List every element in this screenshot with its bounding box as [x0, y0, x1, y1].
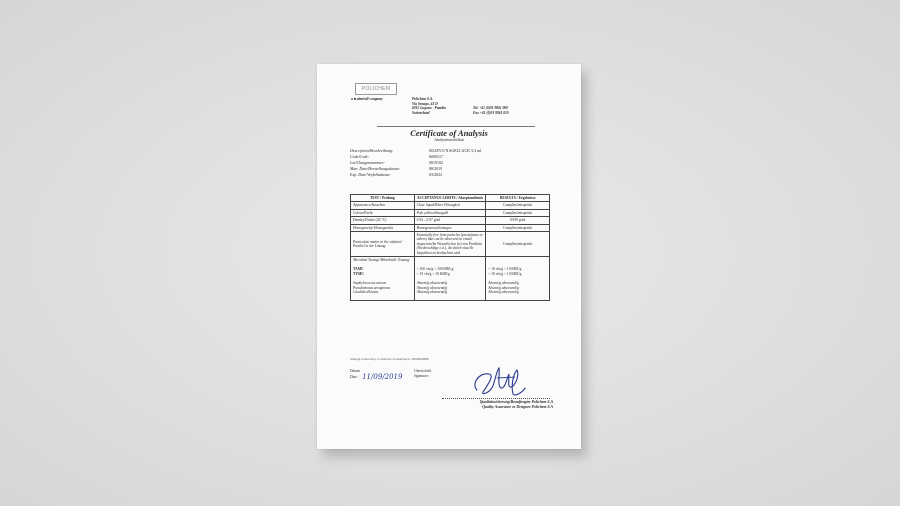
page-title: Certificate of Analysis	[410, 128, 488, 138]
table-header-row	[351, 195, 550, 202]
certificate-page	[317, 64, 581, 449]
title-divider	[377, 126, 535, 127]
cell-limit: Clear liquid/Klare Flüssigkeit	[414, 202, 486, 209]
cell-limit: 0.94 – 0.97 g/ml	[414, 217, 486, 224]
signature-line	[442, 398, 550, 399]
cell-limit: Homogeneous/homogen	[414, 224, 486, 231]
company-contact: Tel. +41 (0)91 9861 000 Fax +41 (0)91 9861 010	[473, 106, 509, 115]
meta-man-date: Man. Date/Herstellungsdatum: 08/2019	[350, 166, 443, 171]
company-address: Polichem S.A. Via Senago, 42 D 6915 Lugano - Pambio Switzerland	[412, 97, 447, 115]
results-table	[350, 194, 550, 301]
header-limits: ACCEPTANCE LIMITS / Akzeptanzlimits	[414, 195, 486, 202]
cell-limit: Pale yellow/blassgelb	[414, 209, 486, 216]
table-row	[351, 224, 550, 231]
meta-code: Code/Code: 6000217	[350, 154, 443, 159]
cell-result: Complies/entspricht	[486, 224, 550, 231]
cell-test: Colour/Farbe	[351, 209, 415, 216]
cell-microbial-group: Microbial Testing/ Mikrobielle Testung: TAMC TYMC Staphylococcus aureus Pseudomonas aeruginosa Candida albicans	[351, 257, 415, 300]
meta-exp-date: Exp. Date/Verfallsdatum: 03/2022	[350, 172, 443, 177]
table-row	[351, 202, 550, 209]
signature-image	[467, 364, 527, 398]
cell-test: Particulate matter in the solution/ Partikel in der Lösung	[351, 232, 415, 257]
table-row-microbial	[351, 257, 550, 300]
table-row	[351, 232, 550, 257]
cell-microbial-limits: < 100 cfu/g < 100 KBE/g < 10 cfu/g < 10 KBE/g Absent/g abwesend/g Absent/g abwesend/g Absent/g abwesend/g	[414, 257, 486, 300]
cell-test: Density/Dichte (20 °C)	[351, 217, 415, 224]
company-tagline: a ■ almirall company	[351, 97, 383, 101]
meta-description: Description/Beschreibung: SILIEVO NAGELLACK 3,3 ml	[350, 148, 482, 153]
table-row	[351, 217, 550, 224]
cell-result: Complies/entspricht	[486, 202, 550, 209]
date-handwritten: 11/09/2019	[362, 372, 403, 381]
cell-test: Homogeneity/ Homogenität	[351, 224, 415, 231]
meta-lot: Lot/Chargennummer: 0819102	[350, 160, 443, 165]
page-subtitle: Analysenzertifikat	[434, 137, 464, 142]
cell-limit: Essentially free from particles (precipitates or others) that can be observed on visual inspection/Im Wesentlichen frei von Partikeln (Niederschläge o.ä.), die durch visuelle Inspektion zu beobachten sind	[414, 232, 486, 257]
footnote: Sinerga Laboratory Certificate of Analysis n. 0000006886	[350, 357, 429, 361]
cell-test: Appearance/Aussehen	[351, 202, 415, 209]
header-results: RESULTS / Ergebnisse	[486, 195, 550, 202]
date-block: Datum Date: 11/09/2019	[350, 369, 403, 381]
cell-microbial-results: < 10 cfu/g < 10 KBE/g < 10 cfu/g < 10 KBE/g Absent/g abwesend/g Absent/g abwesend/g Absent/g abwesend/g	[486, 257, 550, 300]
qa-label-de: Qualitätssicherung/Beauftragter Polichem S.A	[479, 400, 553, 404]
signature-labels: Unterschrift Signature:	[414, 369, 432, 378]
table-row	[351, 209, 550, 216]
company-logo: POLICHEM	[355, 83, 397, 95]
cell-result: 0.959 g/ml	[486, 217, 550, 224]
cell-result: Complies/entspricht	[486, 232, 550, 257]
header-test: TEST / Prüfung	[351, 195, 415, 202]
cell-result: Complies/entspricht	[486, 209, 550, 216]
qa-label-en: Quality Assurance or Designee Polichem S.A	[482, 405, 553, 409]
